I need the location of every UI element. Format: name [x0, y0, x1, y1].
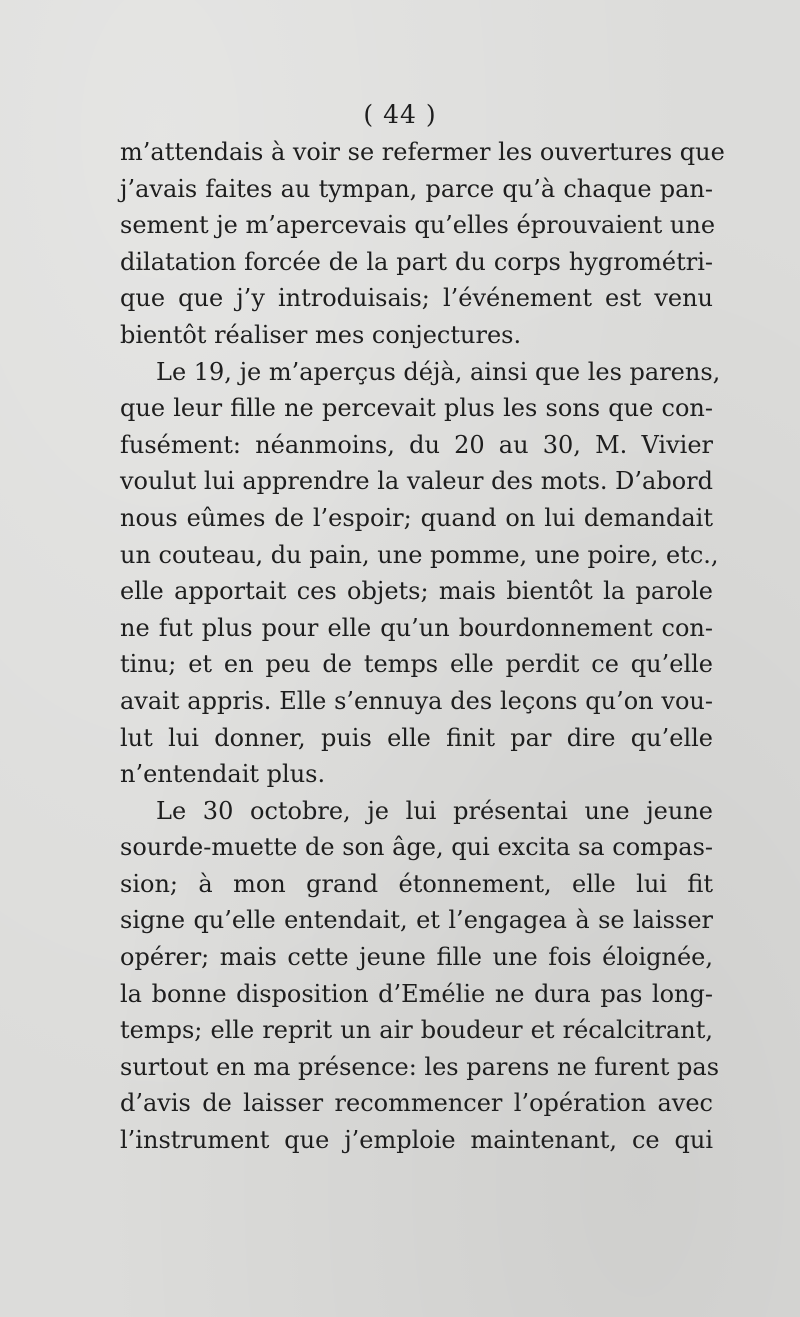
- text-line: que que j’y introduisais; l’événement est venu: [120, 284, 713, 313]
- text-line: opérer; mais cette jeune fille une fois éloignée,: [120, 943, 713, 972]
- text-line: l’instrument que j’emploie maintenant, ce qui: [120, 1126, 713, 1155]
- text-line: j’avais faites au tympan, parce qu’à chaque pan-: [120, 174, 713, 203]
- text-line: avait appris. Elle s’ennuya des leçons qu’on vou-: [120, 686, 713, 715]
- text-line: un couteau, du pain, une pomme, une poire, etc.,: [120, 540, 719, 569]
- text-line: d’avis de laisser recommencer l’opération avec: [120, 1089, 713, 1118]
- text-line: signe qu’elle entendait, et l’engagea à se laisser: [120, 906, 713, 935]
- page-number: ( 44 ): [363, 100, 437, 129]
- text-line: ne fut plus pour elle qu’un bourdonnement con-: [120, 613, 713, 642]
- text-line: sion; à mon grand étonnement, elle lui fit: [120, 869, 713, 898]
- text-line: elle apportait ces objets; mais bientôt la parole: [120, 577, 713, 606]
- body-text: [120, 134, 725, 1159]
- text-line: Le 19, je m’aperçus déjà, ainsi que les parens,: [156, 357, 721, 386]
- text-line: voulut lui apprendre la valeur des mots. D’abord: [120, 467, 713, 496]
- text-line: temps; elle reprit un air boudeur et récalcitrant,: [120, 1016, 713, 1045]
- text-line: la bonne disposition d’Emélie ne dura pas long-: [120, 979, 713, 1008]
- text-line: sourde-muette de son âge, qui excita sa compas-: [120, 833, 713, 862]
- text-line: bientôt réaliser mes conjectures.: [120, 320, 522, 349]
- text-line: surtout en ma présence: les parens ne furent pas: [120, 1052, 720, 1081]
- text-line: que leur fille ne percevait plus les sons que con-: [120, 394, 713, 423]
- text-line: tinu; et en peu de temps elle perdit ce qu’elle: [120, 650, 713, 679]
- text-line: nous eûmes de l’espoir; quand on lui demandait: [120, 503, 713, 532]
- text-line: lut lui donner, puis elle finit par dire qu’elle: [120, 723, 713, 752]
- text-line: fusément: néanmoins, du 20 au 30, M. Vivier: [120, 430, 713, 459]
- text-line: dilatation forcée de la part du corps hygrométri-: [120, 247, 713, 276]
- text-line: n’entendait plus.: [120, 760, 326, 789]
- text-line: m’attendais à voir se refermer les ouvertures que: [120, 138, 725, 166]
- text-line: Le 30 octobre, je lui présentai une jeune: [156, 796, 713, 825]
- text-line: sement je m’apercevais qu’elles éprouvaient une: [120, 211, 716, 240]
